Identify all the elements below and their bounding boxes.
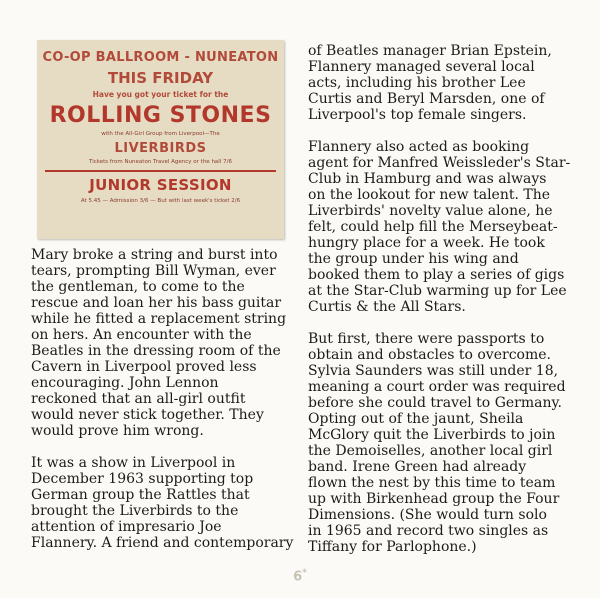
page-number-mark: * <box>302 568 307 578</box>
text-line: acts, including his brother Lee <box>308 75 526 91</box>
text-line: It was a show in Liverpool in <box>31 455 236 471</box>
handbill-divider <box>45 170 276 172</box>
handbill-headliner: ROLLING STONES <box>49 103 272 128</box>
handbill-venue: CO-OP BALLROOM - NUNEATON <box>42 50 279 65</box>
handbill-session: JUNIOR SESSION <box>89 176 232 194</box>
text-line: Cavern in Liverpool proved less <box>31 359 257 375</box>
text-line: Tiffany for Parlophone.) <box>308 539 477 555</box>
text-line: attention of impresario Joe <box>31 519 222 535</box>
text-line: German group the Rattles that <box>31 487 250 503</box>
text-line: Liverpool's top female singers. <box>308 107 527 123</box>
text-line: McGlory quit the Liverbirds to join <box>308 427 556 443</box>
paragraph <box>308 331 572 555</box>
text-line: But first, there were passports to <box>308 331 545 347</box>
page-number <box>0 568 600 584</box>
concert-handbill <box>37 40 284 239</box>
text-line: the Demoiselles, another local girl <box>308 443 553 459</box>
text-line: the group under his wing and <box>308 251 519 267</box>
text-line: Flannery. A friend and contemporary <box>31 535 294 551</box>
text-line: obtain and obstacles to overcome. <box>308 347 551 363</box>
text-line: on hers. An encounter with the <box>31 327 252 343</box>
text-line: would never stick together. They <box>31 407 264 423</box>
paragraph <box>308 43 572 123</box>
handbill-agency: Tickets from Nuneaton Travel Agency or the hall 7/6 <box>89 159 232 165</box>
text-line: would prove him wrong. <box>31 423 204 439</box>
text-line: flown the nest by this time to team <box>308 475 556 491</box>
text-line: reckoned that an all-girl outfit <box>31 391 246 407</box>
text-line: encouraging. John Lennon <box>31 375 219 391</box>
handbill-admission: At 5.45 — Admission 3/6 — But with last week's ticket 2/6 <box>80 198 241 204</box>
text-line: band. Irene Green had already <box>308 459 527 475</box>
paragraph <box>31 247 295 439</box>
text-line: hungry place for a week. He took <box>308 235 545 251</box>
text-line: Liverbirds' novelty value alone, he <box>308 203 553 219</box>
text-line: Sylvia Saunders was still under 18, <box>308 363 559 379</box>
paragraph-gap <box>308 315 572 331</box>
text-line: felt, could help fill the Merseybeat- <box>308 219 558 235</box>
text-line: up with Birkenhead group the Four <box>308 491 560 507</box>
text-line: in 1965 and record two singles as <box>308 523 549 539</box>
text-line: of Beatles manager Brian Epstein, <box>308 43 552 59</box>
handbill-support-act: LIVERBIRDS <box>114 141 207 156</box>
paragraph <box>308 139 572 315</box>
paragraph-gap <box>308 123 572 139</box>
text-line: meaning a court order was required <box>308 379 566 395</box>
paragraph <box>31 455 295 551</box>
handbill-ticket-prompt: Have you got your ticket for the <box>92 90 229 99</box>
paragraph-gap <box>31 439 295 455</box>
text-line: Dimensions. (She would turn solo <box>308 507 547 523</box>
text-line: before she could travel to Germany. <box>308 395 562 411</box>
text-line: while he fitted a replacement string <box>31 311 287 327</box>
text-line: Curtis and Beryl Marsden, one of <box>308 91 545 107</box>
handbill-support-line: with the All-Girl Group from Liverpool—The <box>101 131 220 137</box>
text-line: Curtis & the All Stars. <box>308 299 466 315</box>
text-line: booked them to play a series of gigs <box>308 267 565 283</box>
text-line: Club in Hamburg and was always <box>308 171 547 187</box>
text-line: Opting out of the jaunt, Sheila <box>308 411 524 427</box>
text-line: Flannery also acted as booking <box>308 139 530 155</box>
text-line: Flannery managed several local <box>308 59 535 75</box>
text-line: on the lookout for new talent. The <box>308 187 551 203</box>
text-line: agent for Manfred Weissleder's Star- <box>308 155 571 171</box>
right-text-column <box>308 43 572 555</box>
text-line: at the Star-Club warming up for Lee <box>308 283 567 299</box>
text-line: December 1963 supporting top <box>31 471 254 487</box>
text-line: tears, prompting Bill Wyman, ever <box>31 263 276 279</box>
handbill-day: THIS FRIDAY <box>107 69 214 87</box>
text-line: rescue and loan her his bass guitar <box>31 295 282 311</box>
page-number-value: 6 <box>293 569 303 585</box>
text-line: Beatles in the dressing room of the <box>31 343 281 359</box>
text-line: the gentleman, to come to the <box>31 279 245 295</box>
left-text-column <box>31 247 295 551</box>
text-line: Mary broke a string and burst into <box>31 247 278 263</box>
text-line: brought the Liverbirds to the <box>31 503 239 519</box>
